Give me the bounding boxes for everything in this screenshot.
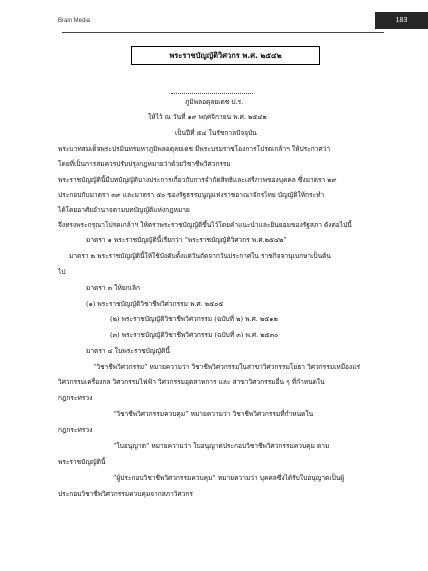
section-3: มาตรา ๓ ให้ยกเลิก	[86, 284, 140, 292]
definition-line: “ผู้ประกอบวิชาชีพวิศวกรรมควบคุม” หมายความว่า บุคคลซึ่งได้รับใบอนุญาตเป็นผู้	[113, 474, 345, 482]
body-line: โดยที่เป็นการสมควรปรับปรุงกฎหมายว่าด้วยวิชาชีพวิศวกรรม	[58, 160, 231, 168]
definition-line: วิศวกรรมเครื่องกล วิศวกรรมไฟฟ้า วิศวกรรมอุตสาหการ และ สาขาวิศวกรรมอื่น ๆ ที่กำหนดใน	[58, 378, 325, 386]
reign-year: เป็นปีที่ ๕๔ ในรัชกาลปัจจุบัน	[175, 129, 257, 137]
definition-line: พระราชบัญญัตินี้	[58, 458, 106, 466]
body-line: ไป	[58, 268, 66, 276]
header-rule	[62, 32, 384, 33]
signature-dotted-line	[171, 93, 253, 94]
section-2: มาตรา ๒ พระราชบัญญัตินี้ให้ใช้บังคับตั้งแต่วันถัดจากวันประกาศใน ราชกิจจานุเบกษาเป็นต้น	[69, 252, 331, 260]
body-line: ได้โดยอาศัยอำนาจตามบทบัญญัติแห่งกฎหมาย	[58, 206, 190, 214]
body-line: ประกอบกับมาตรา ๓๙ และมาตรา ๕๐ ของรัฐธรรมนูญแห่งราชอาณาจักรไทย บัญญัติให้กระทำ	[58, 191, 325, 199]
signature-name: ภูมิพลอดุลยเดช ป.ร.	[185, 98, 244, 106]
definition-line: กฎกระทรวง	[58, 394, 93, 402]
definition-line: กฎกระทรวง	[58, 426, 93, 434]
body-line: พระบาทสมเด็จพระปรมินทรมหาภูมิพลอดุลยเดช มีพระบรมราชโองการโปรดเกล้าฯ ให้ประกาศว่า	[58, 145, 331, 153]
header-brand: Brain Media	[58, 18, 91, 24]
section-4: มาตรา ๔ ในพระราชบัญญัตินี้	[86, 347, 170, 355]
definition-line: “วิชาชีพวิศวกรรม” หมายความว่า วิชาชีพวิศวกรรมในสาขาวิศวกรรมโยธา วิศวกรรมเหมืองแร่	[93, 363, 361, 371]
page-number-badge: 183	[375, 12, 428, 29]
repeal-item: (๑) พระราชบัญญัติวิชาชีพวิศวกรรม พ.ศ. ๒๕๐๕	[86, 300, 224, 308]
given-date: ให้ไว้ ณ วันที่ ๑๙ พฤศจิกายน พ.ศ. ๒๕๔๒	[148, 113, 267, 121]
repeal-item: (๒) พระราชบัญญัติวิชาชีพวิศวกรรม (ฉบับที่ ๒) พ.ศ. ๒๕๑๒	[110, 315, 278, 323]
definition-line: “วิชาชีพวิศวกรรมควบคุม” หมายความว่า วิชาชีพวิศวกรรมที่กำหนดใน	[113, 410, 314, 418]
body-line: จึงทรงพระกรุณาโปรดเกล้าฯ ให้ตราพระราชบัญญัติขึ้นไว้โดยคำแนะนำและยินยอมของรัฐสภา ดังต่อไปนี้	[58, 221, 352, 229]
definition-line: “ใบอนุญาต” หมายความว่า ใบอนุญาตประกอบวิชาชีพวิศวกรรมควบคุม ตาม	[113, 442, 330, 450]
body-line: พระราชบัญญัตินี้มีบทบัญญัติบางประการเกี่ยวกับการจำกัดสิทธิและเสรีภาพของบุคคล ซึ่งมาตรา ๒๙	[58, 176, 337, 184]
definition-line: ประกอบวิชาชีพวิศวกรรมควบคุมจากสภาวิศวกร	[58, 490, 193, 498]
repeal-item: (๓) พระราชบัญญัติวิชาชีพวิศวกรรม (ฉบับที่ ๓) พ.ศ. ๒๕๓๐	[110, 331, 279, 339]
section-1: มาตรา ๑ พระราชบัญญัตินี้เรียกว่า “พระราชบัญญัติวิศวกร พ.ศ.๒๕๔๒”	[86, 236, 287, 244]
document-title: พระราชบัญญัติวิศวกร พ.ศ. ๒๕๔๒	[131, 46, 320, 65]
